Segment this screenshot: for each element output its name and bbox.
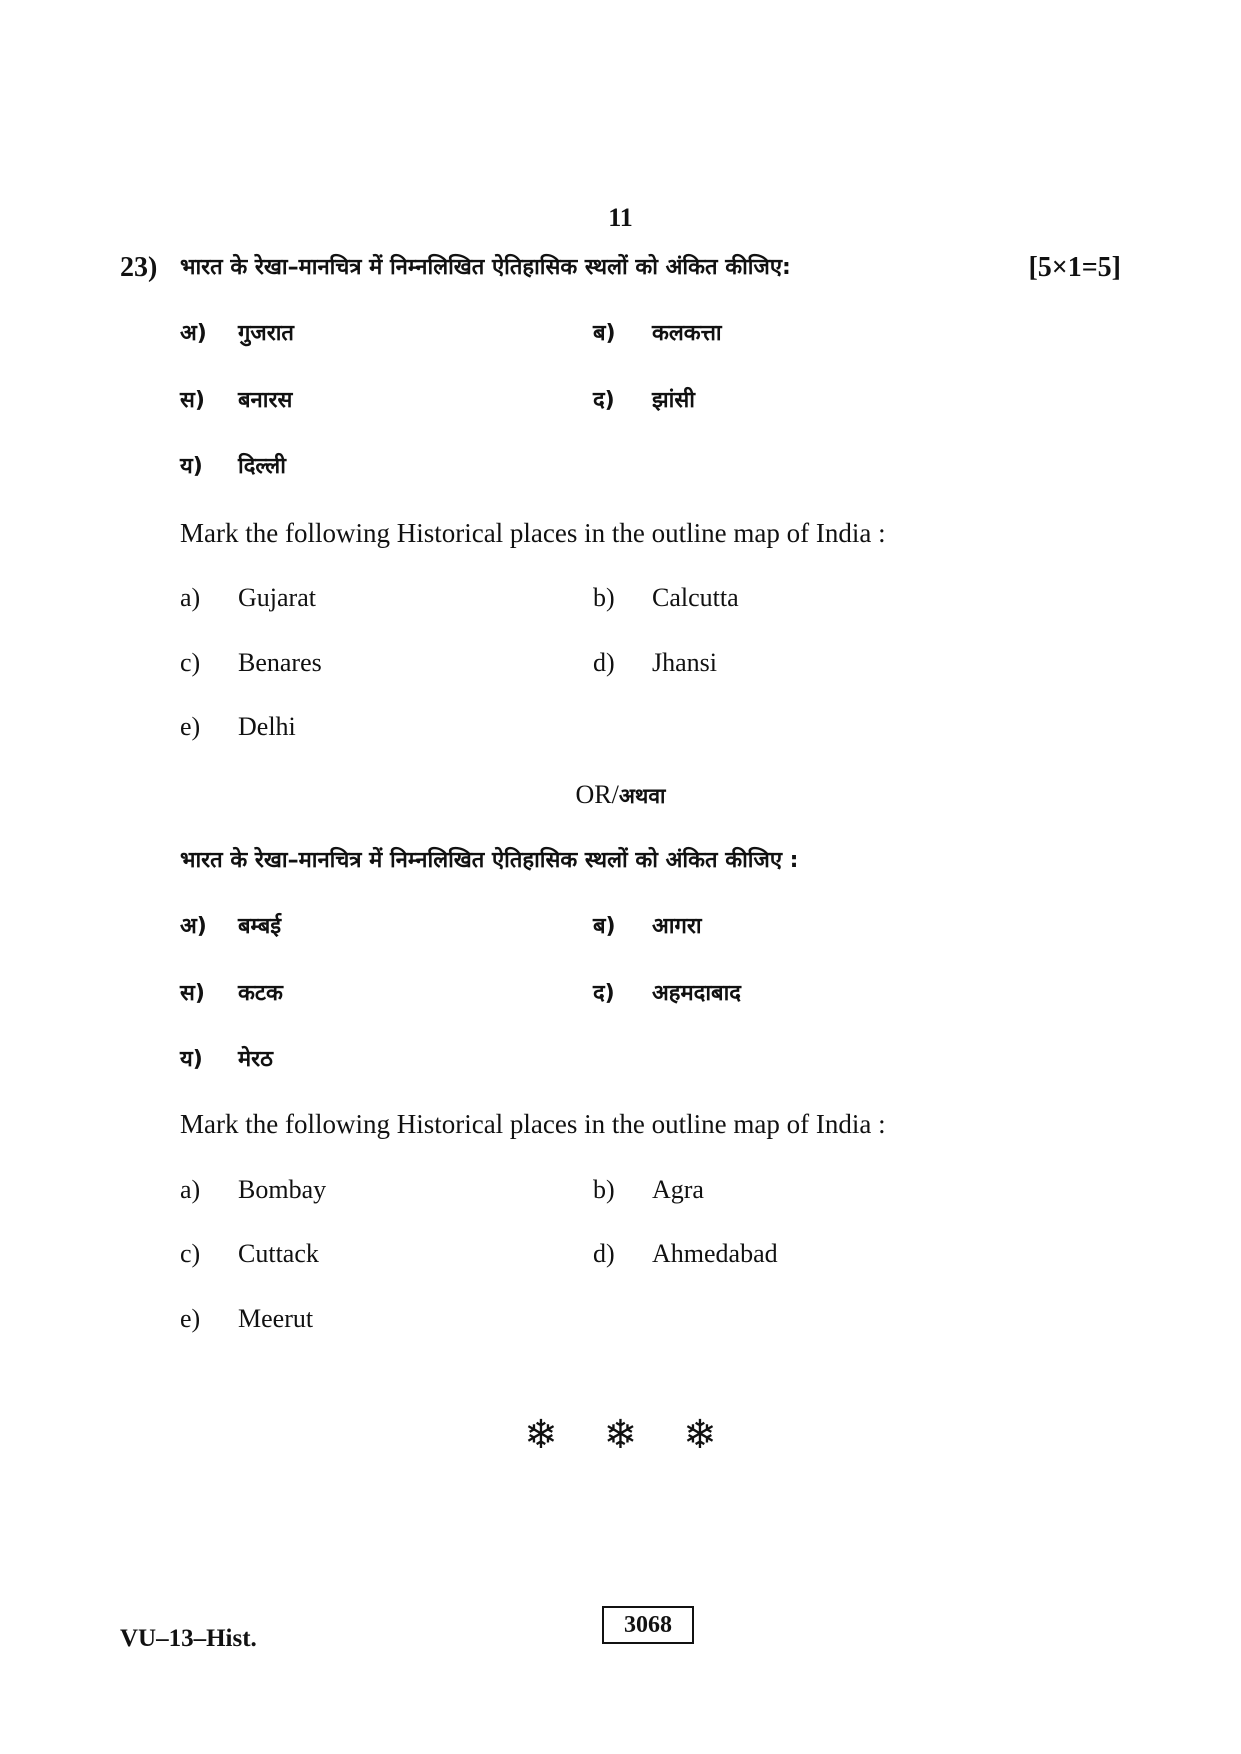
option-value: Jhansi bbox=[652, 648, 717, 677]
option-label: य) bbox=[180, 454, 203, 479]
option-label: d) bbox=[593, 1239, 615, 1268]
option-value: Calcutta bbox=[652, 583, 739, 612]
snowflake-icon: ❄ bbox=[524, 1412, 558, 1458]
option-label: c) bbox=[180, 648, 201, 677]
alt-question-text-hindi: भारत के रेखा–मानचित्र में निम्नलिखित ऐतिहासिक स्थलों को अंकित कीजिए : bbox=[180, 848, 799, 873]
option-label: b) bbox=[593, 1175, 615, 1204]
paper-code-box: 3068 bbox=[602, 1606, 694, 1644]
option-label: d) bbox=[593, 648, 615, 677]
or-separator bbox=[0, 776, 1241, 815]
option-label: c) bbox=[180, 1239, 201, 1268]
option-value: Cuttack bbox=[238, 1239, 319, 1268]
footer-code: VU–13–Hist. bbox=[120, 1625, 257, 1652]
page-number: 11 bbox=[608, 203, 633, 232]
option-label: अ) bbox=[180, 914, 207, 939]
option-value: Meerut bbox=[238, 1304, 314, 1333]
option-value: Delhi bbox=[238, 712, 296, 741]
option-value: Gujarat bbox=[238, 583, 316, 612]
option-value: अहमदाबाद bbox=[652, 981, 741, 1006]
option-label: अ) bbox=[180, 321, 207, 346]
option-value: कलकत्ता bbox=[652, 321, 722, 346]
instruction-english: Mark the following Historical places in the outline map of India : bbox=[180, 518, 886, 548]
option-value: Benares bbox=[238, 648, 322, 677]
option-value: बम्बई bbox=[238, 914, 282, 939]
option-value: Agra bbox=[652, 1175, 704, 1204]
option-label: स) bbox=[180, 981, 205, 1006]
option-label: b) bbox=[593, 583, 615, 612]
question-number: 23) bbox=[120, 252, 158, 283]
option-label: a) bbox=[180, 583, 201, 612]
option-value: Bombay bbox=[238, 1175, 327, 1204]
option-value: बनारस bbox=[238, 388, 293, 413]
option-value: मेरठ bbox=[238, 1047, 273, 1072]
or-english: OR/ bbox=[575, 780, 619, 809]
option-value: आगरा bbox=[652, 914, 702, 939]
option-label: a) bbox=[180, 1175, 201, 1204]
marks-allocation: [5×1=5] bbox=[1028, 252, 1121, 283]
option-value: दिल्ली bbox=[238, 454, 286, 479]
snowflake-icon: ❄ bbox=[603, 1412, 638, 1458]
option-label: द) bbox=[593, 981, 615, 1006]
option-label: द) bbox=[593, 388, 615, 413]
alt-instruction-english: Mark the following Historical places in the outline map of India : bbox=[180, 1109, 886, 1139]
option-label: य) bbox=[180, 1047, 203, 1072]
option-value: कटक bbox=[238, 981, 283, 1006]
option-label: e) bbox=[180, 1304, 201, 1333]
option-label: ब) bbox=[593, 321, 616, 346]
option-value: Ahmedabad bbox=[652, 1239, 778, 1268]
option-value: गुजरात bbox=[238, 321, 294, 346]
option-value: झांसी bbox=[652, 388, 695, 413]
question-text-hindi: भारत के रेखा–मानचित्र में निम्नलिखित ऐतिहासिक स्थलों को अंकित कीजिए: bbox=[180, 255, 791, 280]
option-label: ब) bbox=[593, 914, 616, 939]
option-label: e) bbox=[180, 712, 201, 741]
or-hindi: अथवा bbox=[618, 784, 666, 808]
end-ornaments bbox=[0, 1410, 1241, 1460]
snowflake-icon: ❄ bbox=[683, 1412, 717, 1458]
option-label: स) bbox=[180, 388, 205, 413]
